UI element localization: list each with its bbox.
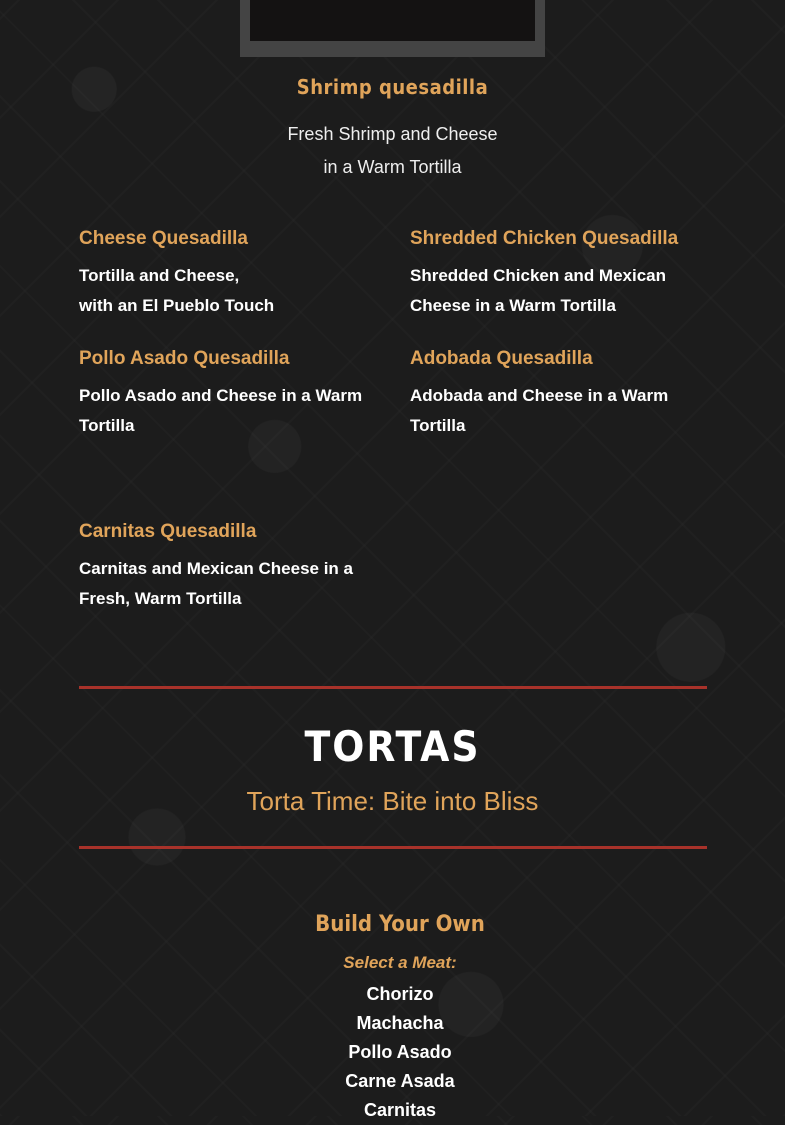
hero-image <box>250 0 535 41</box>
menu-item-desc-line: Carnitas and Mexican Cheese in a <box>79 559 353 578</box>
meat-option-carnitas: Carnitas <box>363 1100 437 1120</box>
menu-item-name: Adobada Quesadilla <box>410 348 593 369</box>
shrimp-quesadilla-desc-line1: Fresh Shrimp and Cheese <box>287 124 498 144</box>
shrimp-quesadilla-title: Shrimp quesadilla <box>296 75 489 99</box>
meat-options-list <box>0 980 785 1125</box>
meat-option-machacha: Machacha <box>356 1013 444 1033</box>
build-your-own-title: Build Your Own <box>315 912 485 937</box>
menu-item-description <box>410 261 710 321</box>
tortas-section-title: TORTAS <box>304 722 481 771</box>
menu-item-desc-line: Pollo Asado and Cheese in a Warm <box>79 386 363 405</box>
menu-item-desc-line: Adobada and Cheese in a Warm <box>410 386 669 405</box>
menu-item-desc-line: Shredded Chicken and Mexican <box>410 266 667 285</box>
menu-item-cheese-quesadilla <box>79 227 379 321</box>
shrimp-quesadilla-desc-line2: in a Warm Tortilla <box>323 157 462 177</box>
menu-item-desc-line: Cheese in a Warm Tortilla <box>410 296 616 315</box>
menu-item-name: Cheese Quesadilla <box>79 228 248 249</box>
tortas-section-subtitle: Torta Time: Bite into Bliss <box>246 786 539 816</box>
menu-item-name: Shredded Chicken Quesadilla <box>410 228 679 249</box>
menu-item-description <box>410 381 710 441</box>
hero-image-frame <box>240 0 545 57</box>
menu-item-desc-line: Tortilla <box>79 416 135 435</box>
meat-option-pollo-asado: Pollo Asado <box>348 1042 452 1062</box>
menu-item-adobada-quesadilla <box>410 347 710 441</box>
menu-item-desc-line: Tortilla <box>410 416 466 435</box>
menu-item-description <box>79 261 379 321</box>
section-divider-bottom <box>79 846 707 849</box>
menu-item-desc-line: Fresh, Warm Tortilla <box>79 589 242 608</box>
select-meat-prompt: Select a Meat: <box>343 953 457 972</box>
menu-item-desc-line: with an El Pueblo Touch <box>79 296 275 315</box>
menu-item-name: Pollo Asado Quesadilla <box>79 348 290 369</box>
menu-item-description <box>79 554 379 614</box>
shrimp-quesadilla-description <box>0 118 785 184</box>
section-divider-top <box>79 686 707 689</box>
meat-option-carne-asada: Carne Asada <box>345 1071 455 1091</box>
menu-item-carnitas-quesadilla <box>79 520 379 614</box>
menu-item-name: Carnitas Quesadilla <box>79 521 257 542</box>
menu-item-description <box>79 381 379 441</box>
menu-item-desc-line: Tortilla and Cheese, <box>79 266 240 285</box>
meat-option-chorizo: Chorizo <box>366 984 434 1004</box>
menu-item-pollo-asado-quesadilla <box>79 347 379 441</box>
menu-item-shredded-chicken-quesadilla <box>410 227 710 321</box>
